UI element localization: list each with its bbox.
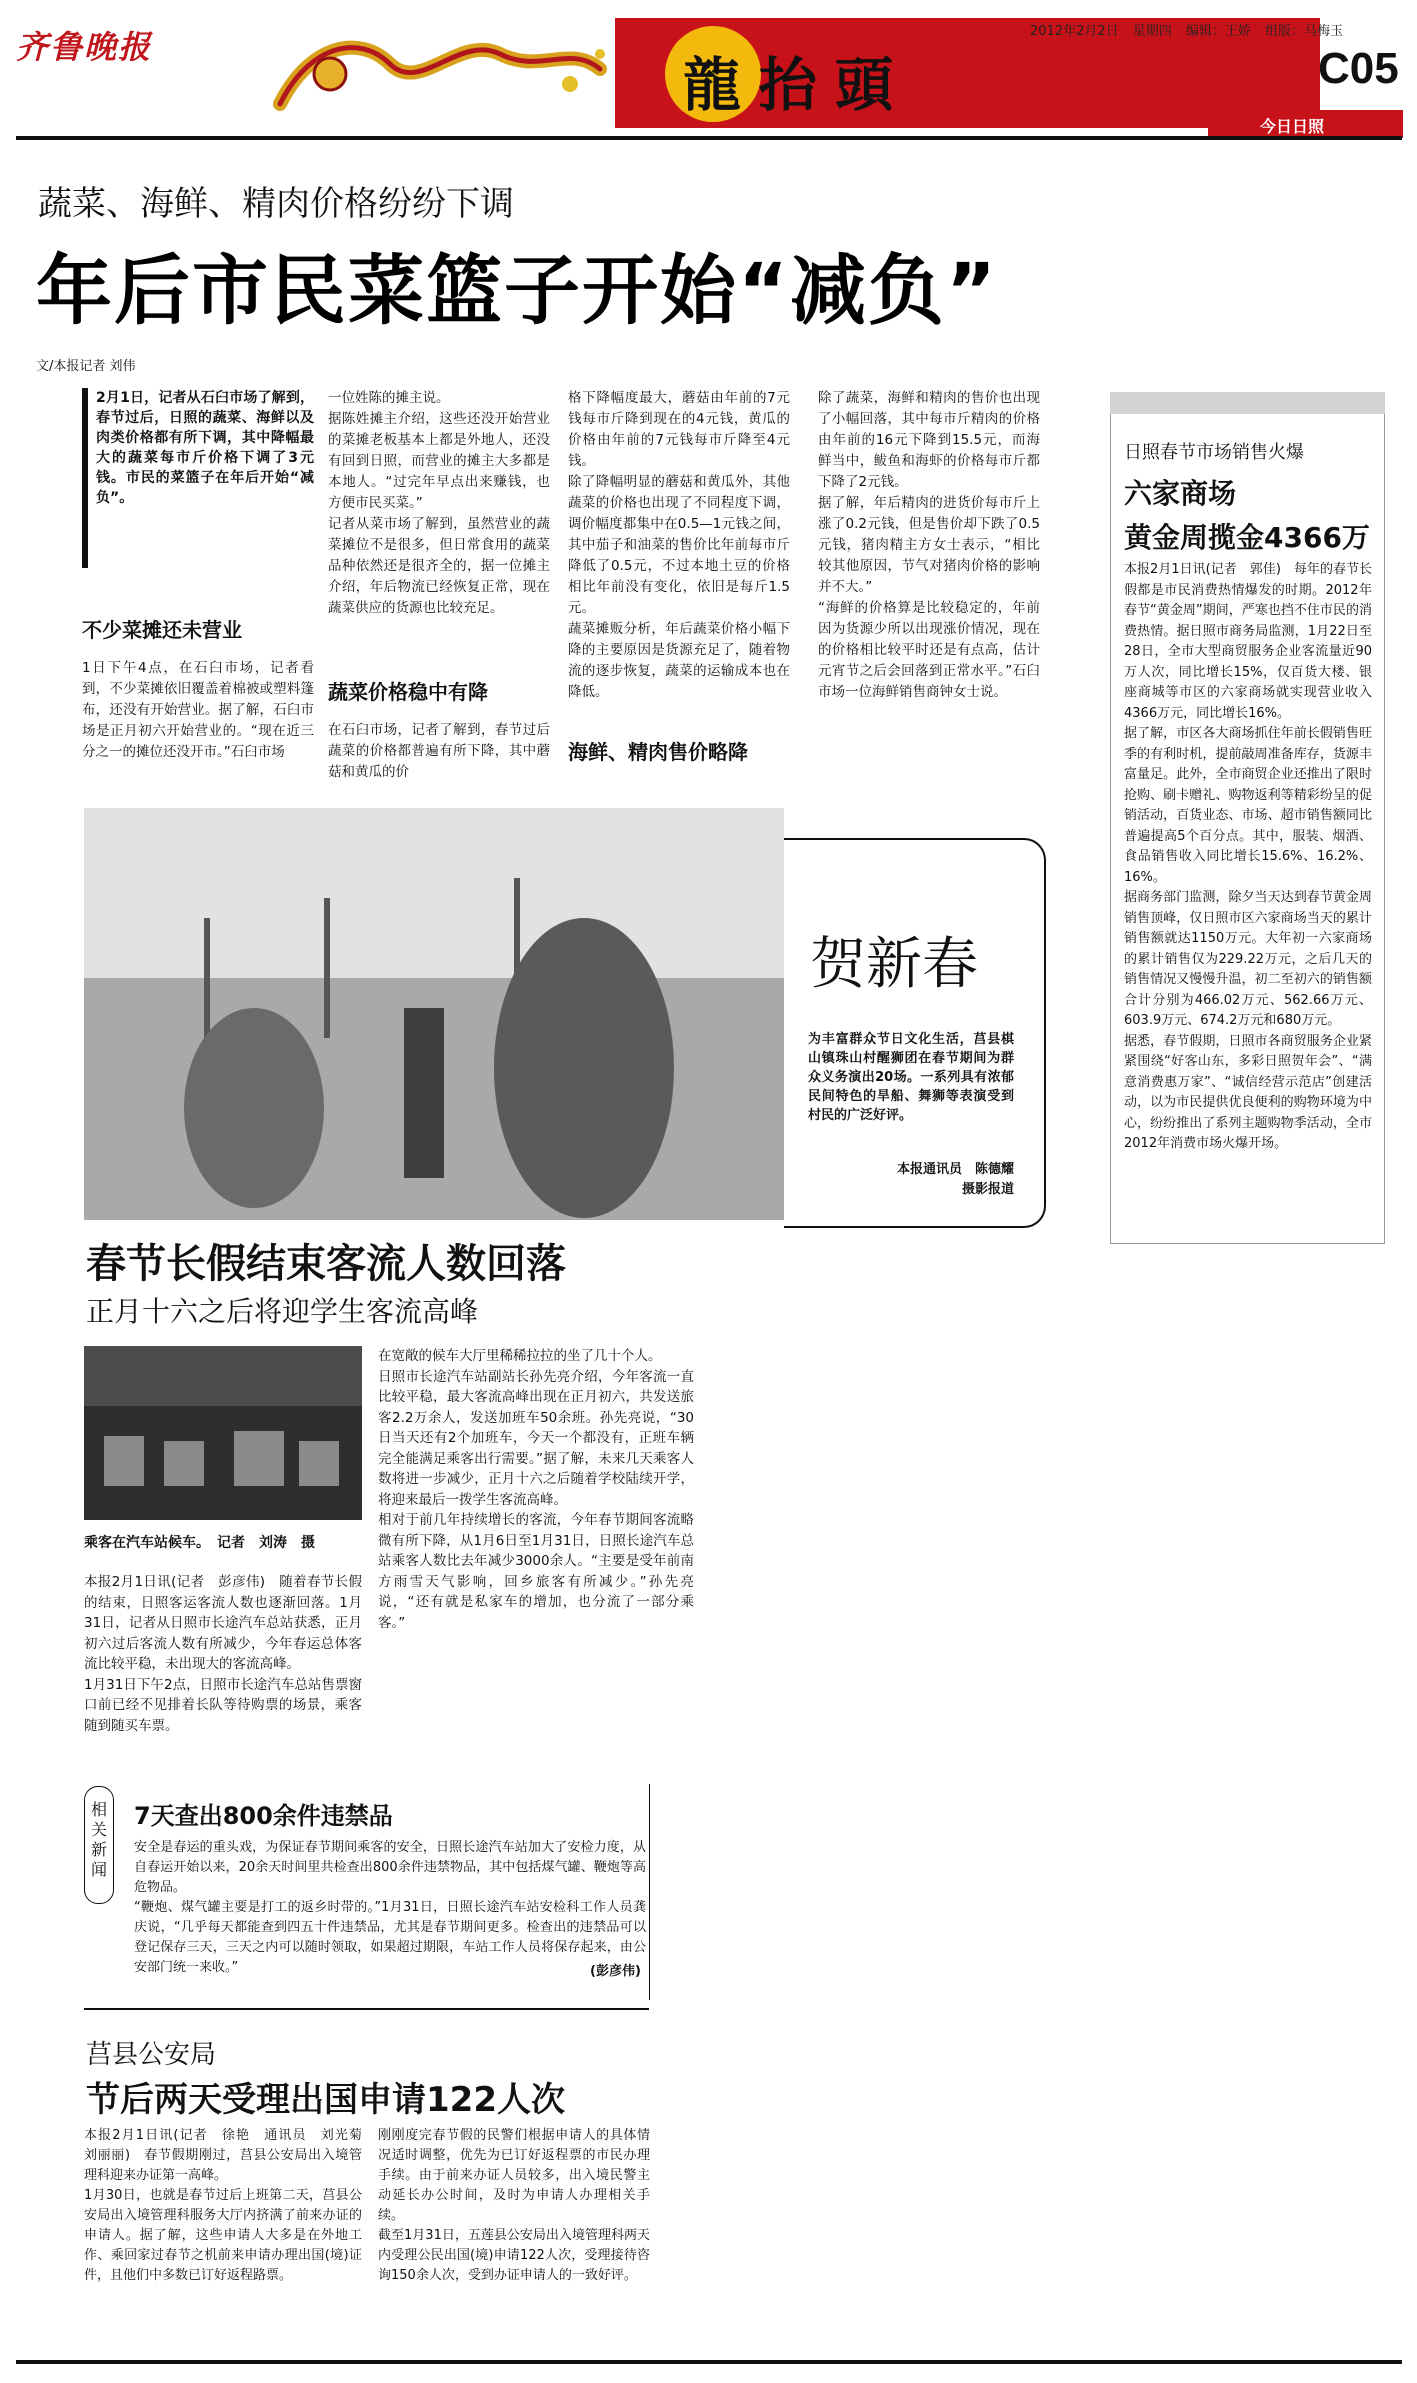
related-headline: 7天查出800余件违禁品 [134,1802,393,1830]
lead-headline: 年后市民菜篮子开始“减负” [36,246,998,335]
passport-kicker: 莒县公安局 [86,2040,217,2070]
passport-right-body: 刚刚度完春节假的民警们根据申请人的具体情况适时调整，优先为已订好返程票的市民办理手续。由于前来办证人员较多，出入境民警主动延长办公时间，及时为申请人办理相关手续。 截至1月31日，五莲县公安局出入境管理科两天内受理公民出国(境)申请122人次，受理接待咨询150余人次，受到办证申请人的一致好评。 [378,2128,650,2283]
lead-para-1: 1日下午4点，在石臼市场，记者看到，不少菜摊依旧覆盖着棉被或塑料篷布，还没有开始营业。据了解，石臼市场是正月初六开始营业的。“现在近三分之一的摊位还没开市。”石臼市场 [82,660,314,760]
lion-dance-photo [84,808,784,1220]
dragon-illustration [270,14,640,138]
travel-photo [84,1346,362,1520]
masthead-meta [1030,20,1343,39]
travel-right-body: 在宽敞的候车大厅里稀稀拉拉的坐了几十个人。 日照市长途汽车站副站长孙先亮介绍，今年客流一直比较平稳，最大客流高峰出现在正月初六，共发送旅客2.2万余人，发送加班车50余班。孙先亮说，“30日当天还有2个加班车，今天一个都没有，正班车辆完全能满足乘客出行需要。”据了解，未来几天乘客人数将进一步减少，正月十六之后随着学校陆续开学，将迎来最后一拨学生客流高峰。 相对于前几年持续增长的客流，今年春节期间客流略微有所下降，从1月6日至1月31日，日照长途汽车总站乘客人数比去年减少3000余人。“主要是受年前南方雨雪天气影响，回乡旅客有所减少。”孙先亮说，“还有就是私家车的增加，也分流了一部分乘客。” [378,1348,694,1631]
lead-col2-b: 在石臼市场，记者了解到，春节过后蔬菜的价格都普遍有所下降，其中蘑菇和黄瓜的价 [328,722,550,780]
masthead [0,0,1417,138]
page-number: C05 [1318,44,1399,93]
related-sign: (彭彦伟) [590,1964,641,1979]
travel-left-body: 本报2月1日讯(记者 彭彦伟) 随着春节长假的结束，日照客运客流人数也逐渐回落。1月31日，记者从日照市长途汽车总站获悉，正月初六过后客流人数有所减少，今年春运总体客流比较平稳，未出现大的客流高峰。 1月31日下午2点，日照市长途汽车总站售票窗口前已经不见排着长队等待购票的场景，乘客随到随买车票。 [84,1574,362,1734]
layout-editor: 组版：马梅玉 [1265,24,1344,39]
photo-story-credit: 本报通讯员 陈德耀 摄影报道 [896,1162,1014,1197]
lead-col4: 除了蔬菜，海鲜和精肉的售价也出现了小幅回落，其中每市斤精肉的价格由年前的16元下降到15.5元，而海鲜当中，鲅鱼和海虾的价格每市斤都下降了2元钱。 据了解，年后精肉的进货价每市斤上涨了0.2元钱，但是售价却下跌了0.5元钱，猪肉精主方女士表示，“相比较其他原因，节气对猪肉价格的影响并不大。” “海鲜的价格算是比较稳定的，年前因为货源少所以出现涨价情况，现在的价格相比较平时还是有点高，估计元宵节之后会回落到正常水平。”石臼市场一位海鲜销售商钟女士说。 [818,390,1040,700]
lead-subhead-2: 蔬菜价格稳中有降 [328,680,488,704]
issue-date: 2012年2月2日 [1030,24,1119,39]
lead-col2-a: 一位姓陈的摊主说。 据陈姓摊主介绍，这些还没开始营业的菜摊老板基本上都是外地人，还没有回到日照，而营业的摊主大多都是本地人。“过完年早点出来赚钱，也方便市民买菜。” 记者从菜市场了解到，虽然营业的蔬菜摊位不是很多，但日常食用的蔬菜品种依然还是很齐全的，据一位摊主介绍，年后物流已经恢复正常，现在蔬菜供应的货源也比较充足。 [328,390,550,616]
passport-left-body: 本报2月1日讯(记者 徐艳 通讯员 刘光菊 刘丽丽) 春节假期刚过，莒县公安局出入境管理科迎来办证第一高峰。 1月30日，也就是春节过后上班第二天，莒县公安局出入境管理科服务大厅内挤满了前来办证的申请人。据了解，这些申请人大多是在外地工作、乘回家过春节之机前来申请办理出国(境)证件，且他们中多数已订好返程路票。 [84,2128,362,2283]
lead-byline: 文/本报记者 刘伟 [36,359,136,374]
travel-photo-caption: 乘客在汽车站候车。 记者 刘涛 摄 [84,1535,315,1551]
banner-title: 龍抬頭 [683,51,912,119]
travel-headline: 春节长假结束客流人数回落 [86,1241,566,1287]
right-kicker: 日照春节市场销售火爆 [1124,442,1304,463]
issue-weekday: 星期四 [1132,24,1172,39]
photo-story-title: 贺新春 [810,932,978,997]
lead-subhead-3: 海鲜、精肉售价略降 [568,740,748,764]
lead-kicker: 蔬菜、海鲜、精肉价格纷纷下调 [38,184,514,224]
travel-subhead: 正月十六之后将迎学生客流高峰 [86,1295,479,1328]
lead-intro: 2月1日，记者从石臼市场了解到，春节过后，日照的蔬菜、海鲜以及肉类价格都有所下调，其中降幅最大的蔬菜每市斤价格下调了3元钱。市民的菜篮子在年后开始“减负”。 [96,390,314,506]
paper-name: 齐鲁晚报 [16,28,153,66]
lead-subhead-1: 不少菜摊还未营业 [82,618,242,642]
related-body: 安全是春运的重头戏，为保证春节期间乘客的安全，日照长途汽车站加大了安检力度，从自春运开始以来，20余天时间里共检查出800余件违禁物品，其中包括煤气罐、鞭炮等高危物品。 “鞭炮、煤气罐主要是打工的返乡时带的。”1月31日，日照长途汽车站安检科工作人员龚庆说，“几乎每天都能查到四五十件违禁品，尤其是春节期间更多。检查出的违禁品可以登记保存三天，三天之内可以随时领取，如果超过期限，车站工作人员将保存起来，由公安部门统一来收。” [134,1840,646,1975]
related-label: 相关新闻 [91,1800,108,1879]
section-divider [84,2008,649,2010]
masthead-rule [16,136,1402,140]
passport-headline: 节后两天受理出国申请122人次 [86,2080,565,2120]
right-body: 本报2月1日讯(记者 郭佳) 每年的春节长假都是市民消费热情爆发的时期。2012年春节“黄金周”期间，严寒也挡不住市民的消费热情。据日照市商务局监测，1月22日至28日，全市大型商贸服务企业客流量近90万人次，同比增长15%，仅百货大楼、银座商城等市区的六家商场就实现营业收入4366万元，同比增长16%。 据了解，市区各大商场抓住年前长假销售旺季的有利时机，提前敲周准备库存，货源丰富量足。此外，全市商贸企业还推出了限时抢购、刷卡赠礼、购物返利等精彩纷呈的促销活动，百货业态、市场、超市销售额同比普遍提高5个百分点。其中，服装、烟酒、食品销售收入同比增长15.6%、16.2%、16%。 据商务部门监测，除夕当天达到春节黄金周销售顶峰，仅日照市区六家商场当天的累计销售额就达1150万元。大年初一六家商场的累计销售仅为229.22万元，之后几天的销售情况又慢慢升温，初二至初六的销售额合计分别为466.02万元、562.66万元、603.9万元、674.2万元和680万元。 据悉，春节假期，日照市各商贸服务企业紧紧围绕“好客山东，多彩日照贺年会”、“满意消费惠万家”、“诚信经营示范店”创建活动，以为市民提供优良便利的购物环境为中心，纷纷推出了系列主题购物季活动，全市2012年消费市场火爆开场。 [1124,562,1372,1151]
lead-col3: 格下降幅度最大，蘑菇由年前的7元钱每市斤降到现在的4元钱，黄瓜的价格由年前的7元钱每市斤降至4元钱。 除了降幅明显的蘑菇和黄瓜外，其他蔬菜的价格也出现了不同程度下调，调价幅度都集中在0.5—1元钱之间，其中茄子和油菜的售价比年前每市斤降低了0.5元，不过本地土豆的价格相比年前没有变化，依旧是每斤1.5元。 蔬菜摊贩分析，年后蔬菜价格小幅下降的主要原因是货源充足了，随着物流的逐步恢复，蔬菜的运输成本也在降低。 [568,390,790,700]
photo-story-caption: 为丰富群众节日文化生活，莒县棋山镇珠山村醒狮团在春节期间为群众义务演出20场。一系列具有浓郁民间特色的旱船、舞狮等表演受到村民的广泛好评。 [808,1032,1014,1123]
section-name: 今日日照 [1260,117,1325,136]
right-headline-2: 黄金周揽金4366万 [1124,521,1370,554]
right-column-bar [1110,392,1385,414]
right-headline-1: 六家商场 [1124,477,1237,510]
lead-intro-box [82,388,314,568]
editor: 编辑：王娇 [1185,24,1251,39]
page-bottom-rule [16,2360,1402,2364]
